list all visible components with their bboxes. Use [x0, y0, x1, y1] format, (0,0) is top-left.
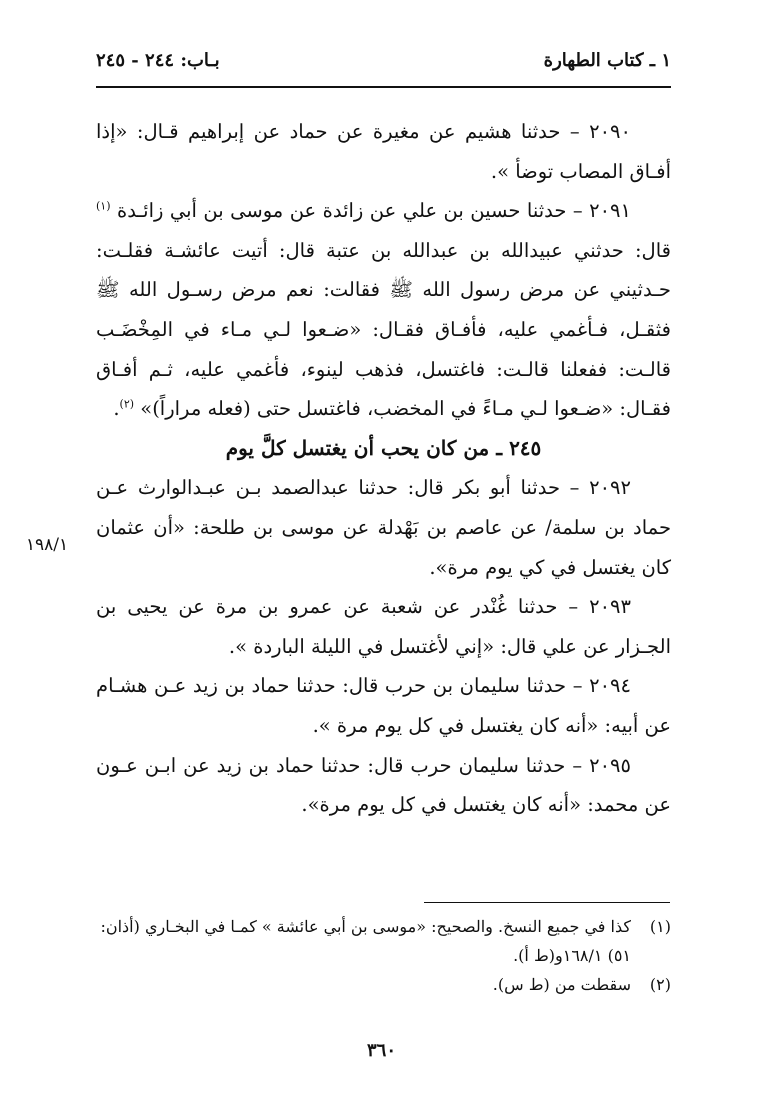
section-heading: ٢٤٥ ـ من كان يحب أن يغتسل كلَّ يوم — [225, 435, 542, 460]
hadith-2091-part3: . — [113, 397, 120, 421]
chapter-reference: بـاب: ٢٤٤ - ٢٤٥ — [96, 50, 220, 71]
margin-note: ١٩٨/١ — [25, 535, 69, 555]
hadith-2090: ٢٠٩٠ – حدثنا هشيم عن مغيرة عن حماد عن إبراهيم قـال: «إذا أفـاق المصاب توضأ ». — [96, 120, 671, 183]
main-text — [96, 112, 671, 825]
footnote-number: (٢) — [649, 975, 671, 994]
footnote-number: (١) — [649, 917, 671, 936]
hadith-2093: ٢٠٩٣ – حدثنا غُنْدر عن شعبة عن عمرو بن مرة عن يحيى بن الجـزار عن علي قال: «إني لأغتسل في الليلة الباردة ». — [96, 595, 671, 658]
footnote-text: كذا في جميع النسخ. والصحيح: «موسى بن أبي عائشة » كمـا في البخـاري (أذان: ٥١) ١٦٨/١و(ط أ). — [100, 917, 631, 965]
footnote-ref-2: (٢) — [119, 397, 135, 411]
hadith-2094: ٢٠٩٤ – حدثنا سليمان بن حرب قال: حدثنا حماد بن زيد عـن هشـام عن أبيه: «أنه كان يغتسل في كل يوم مرة ». — [96, 674, 671, 737]
page-number: ٣٦٠ — [366, 1040, 396, 1061]
hadith-2091 — [96, 191, 671, 429]
footnote-divider — [424, 902, 670, 903]
footnote-2 — [96, 970, 671, 999]
hadith-2095: ٢٠٩٥ – حدثنا سليمان حرب قال: حدثنا حماد بن زيد عن ابـن عـون عن محمد: «أنه كان يغتسل في كل يوم مرة». — [96, 753, 671, 817]
book-title: ١ ـ كتاب الطهارة — [543, 50, 671, 71]
running-header — [96, 48, 671, 80]
footnote-1 — [96, 912, 671, 970]
hadith-2092: ٢٠٩٢ – حدثنا أبو بكر قال: حدثنا عبدالصمد بـن عبـدالوارث عـن حماد بن سلمة/ عن عاصم بن بَهْدلة عن موسى بن طلحة: «أن عثمان كان يغتسل في كي يوم مرة». — [96, 476, 671, 579]
footnote-ref-1: (١) — [96, 199, 111, 213]
hadith-2091-part2: قال: حدثني عبيدالله بن عبدالله بن عتبة قال: أتيت عائشـة فقلـت: حـدثيني عن مرض رسول الله ﷺ فقالت: نعم مرض رسـول الله ﷺ فثقـل، فـأغمي عليه، فأفـاق فقـال: «ضـعوا لـي مـاء في المِخْضَـب قالـت: ففعلنا قالـت: فاغتسل، فذهب لينوء، فأغمي عليه، ثـم أفـاق فقـال: «ضـعوا لـي مـاءً في المخضب، فاغتسل حتى (فعله مراراً)» — [96, 238, 671, 421]
hadith-2091-part1: ٢٠٩١ – حدثنا حسين بن علي عن زائدة عن موسى بن أبي زائـدة — [116, 199, 631, 223]
footnotes — [96, 912, 671, 999]
header-divider — [96, 86, 671, 88]
footnote-text: سقطت من (ط س). — [492, 975, 631, 994]
